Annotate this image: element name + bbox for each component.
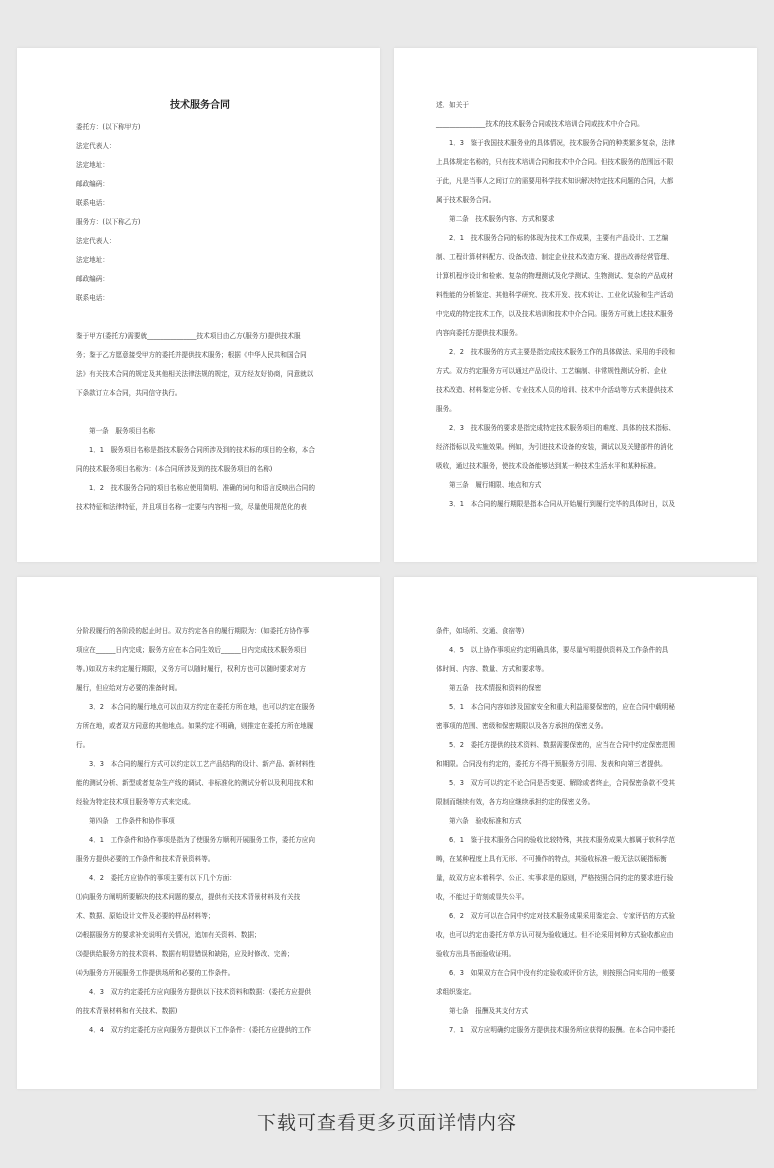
text-line: 第四条 工作条件和协作事项 [89, 817, 175, 825]
text-line: 法定代表人： [76, 142, 116, 150]
text-line: 限制而继续有效，各方均应继续承担约定的保密义务。 [436, 798, 595, 806]
text-line: 内容向委托方提供技术服务。 [436, 329, 522, 337]
text-line: 于此，凡是当事人之间订立的需要用科学技术知识解决特定技术问题的合同，大都 [436, 177, 674, 185]
text-line: 经济指标以及实施效果。例如，为引进技术设备的安装，调试以及关键部件的消化 [436, 443, 674, 451]
text-line: 邮政编码： [76, 275, 109, 283]
document-page-2 [394, 48, 757, 562]
text-line: 和期限。合同没有约定的，委托方不得干预服务方引用、发表和向第三者提供。 [436, 760, 667, 768]
text-line: 中完成的特定技术工作，以及技术培训和技术中介合同。服务方可就上述技术服务 [436, 310, 674, 318]
text-line: 收，不能过于苛刻或显失公平。 [436, 893, 529, 901]
text-line: 邮政编码： [76, 180, 109, 188]
text-line: 行。 [76, 741, 90, 749]
text-line: 4．2 委托方应协作的事项主要有以下几个方面： [89, 874, 236, 882]
text-line: 第五条 技术情报和资料的保密 [449, 684, 542, 692]
text-line: 上具体规定名称的，只有技术培训合同和技术中介合同。但技术服务的范围远不限 [436, 158, 674, 166]
text-line: 属于技术服务合同。 [436, 196, 496, 204]
text-line: 方式。双方约定服务方可以通过产品设计、工艺编制、非常规性测试分析、企业 [436, 367, 667, 375]
text-line: 2．3 技术服务的要求是指完成特定技术服务项目的难度、具体的技术指标、 [449, 424, 675, 432]
text-line: 履行，但应给对方必要的准备时间。 [76, 684, 182, 692]
text-line: 述．如关于 [436, 101, 469, 109]
text-line: 第三条 履行期限、地点和方式 [449, 481, 542, 489]
text-line: 委托方：(以下称甲方) [76, 123, 141, 131]
text-line: ⑶提供给服务方的技术资料、数据有明显错误和缺陷，应及时修改、完善； [76, 950, 294, 958]
text-line: _______________技术的技术服务合同或技术培训合同或技术中介合同。 [436, 120, 644, 128]
text-line: 体时间、内容、数量、方式和要求等。 [436, 665, 549, 673]
document-page-1 [17, 48, 380, 562]
text-line: 4．5 以上协作事项应约定明确具体，要尽量写明提供资料及工作条件的具 [449, 646, 669, 654]
text-line: 的技术背景材料和有关技术、数据) [76, 1007, 178, 1015]
text-line: 3．3 本合同的履行方式可以约定以工艺产品结构的设计、新产品、新材料性 [89, 760, 315, 768]
text-line: ⑷为服务方开展服务工作提供场所和必要的工作条件。 [76, 969, 235, 977]
document-page-4 [394, 577, 757, 1089]
text-line: 分阶段履行的各阶段的起止时日。双方约定各自的履行期限为：(如委托方协作事 [76, 627, 310, 635]
text-line: 服务。 [436, 405, 456, 413]
text-line: 6．3 如果双方在合同中没有约定验收或评价方法，则按照合同实用的一般要 [449, 969, 675, 977]
text-line: 能的测试分析、新型或者复杂生产线的调试、非标准化的测试分析以及利用技术和 [76, 779, 314, 787]
text-line: 吸收，通过技术服务，使技术设备能够达到某一种技术生活水平和某种标准。 [436, 462, 661, 470]
text-line: 6．1 鉴于技术服务合同的验收比较特殊，其技术服务成果大都属于软科学范 [449, 836, 675, 844]
text-line: 验收方出具书面验收证明。 [436, 950, 516, 958]
text-line: 联系电话： [76, 294, 109, 302]
text-line: 务；鉴于乙方愿意接受甲方的委托并提供技术服务；根据《中华人民共和国合同 [76, 351, 307, 359]
text-line: 2．2 技术服务的方式主要是指完成技术服务工作的具体做法、采用的手段和 [449, 348, 675, 356]
text-line: 7．1 双方应明确约定服务方提供技术服务所应获得的报酬。在本合同中委托 [449, 1026, 675, 1034]
text-line: 第二条 技术服务内容、方式和要求 [449, 215, 555, 223]
text-line: 第六条 验收标准和方式 [449, 817, 522, 825]
text-line: 6．2 双方可以在合同中约定对技术服务成果采用鉴定会、专家评估的方式验 [449, 912, 675, 920]
text-line: 同的技术服务项目名称为：(本合同所涉及到的技术服务项目的名称) [76, 465, 273, 473]
text-line: 技术特征和法律特征，并且项目名称一定要与内容相一致，尽量使用规范化的表 [76, 503, 307, 511]
text-line: 方所在地，或者双方同意的其他地点。如果约定不明确，则推定在委托方所在地履 [76, 722, 314, 730]
text-line: 制、工程计算材料配方、设备改造、制定企业技术改造方案、提出改善经营管理、 [436, 253, 674, 261]
text-line: 3．2 本合同的履行地点可以由双方约定在委托方所在地，也可以约定在服务 [89, 703, 315, 711]
text-line: 1．2 技术服务合同的项目名称应使用简明、准确的词句和语言反映出合同的 [89, 484, 315, 492]
text-line: 料性能的分析鉴定、其他科学研究、技术开发、技术转让、工业化试验和生产活动 [436, 291, 674, 299]
text-line: 收，也可以约定由委托方单方认可视为验收通过。但不论采用何种方式验收都应由 [436, 931, 674, 939]
text-line: 术、数据、原始设计文件及必要的样品材料等； [76, 912, 215, 920]
text-line: 1．1 服务项目名称是指技术服务合同所涉及到的技术标的项目的全称，本合 [89, 446, 315, 454]
text-line: 求组织鉴定。 [436, 988, 476, 996]
text-line: 服务方提供必要的工作条件和技术背景资料等。 [76, 855, 215, 863]
text-line: 畴，在某种程度上具有无形、不可操作的特点，其验收标准一般无法以硬指标衡 [436, 855, 667, 863]
text-line: 3．1 本合同的履行期限是指本合同从开始履行到履行完毕的具体时日，以及 [449, 500, 675, 508]
document-page-3 [17, 577, 380, 1089]
text-line: 法定地址： [76, 256, 109, 264]
text-line: 4．1 工作条件和协作事项是指为了使服务方顺利开展服务工作，委托方应向 [89, 836, 315, 844]
text-line: ⑴向服务方阐明所要解决的技术问题的要点，提供有关技术背景材料及有关技 [76, 893, 301, 901]
text-line: 鉴于甲方(委托方)需要就_______________技术项目由乙方(服务方)提供技术服 [76, 332, 301, 340]
text-line: 1．3 鉴于我国技术服务业的具体情况，技术服务合同的种类繁多复杂，法律 [449, 139, 675, 147]
text-line: 等。)如双方未约定履行期限，义务方可以随时履行，权利方也可以随时要求对方 [76, 665, 307, 673]
text-line: 2．1 技术服务合同的标的体现为技术工作成果，主要有产品设计、工艺编 [449, 234, 669, 242]
text-line: 下条款订立本合同，共同信守执行。 [76, 389, 182, 397]
text-line: 服务方：(以下称乙方) [76, 218, 141, 226]
text-line: 项应在______日内完成；服务方应在本合同生效后______日内完成技术服务项目 [76, 646, 307, 654]
text-line: 条件，如场所、交通、食宿等) [436, 627, 525, 635]
text-line: 法定代表人： [76, 237, 116, 245]
text-line: 经验为特定技术项目服务等方式来完成。 [76, 798, 195, 806]
text-line: 第七条 报酬及其支付方式 [449, 1007, 529, 1015]
text-line: 5．3 双方可以约定不论合同是否变更、解除或者终止，合同保密条款不受其 [449, 779, 675, 787]
text-line: 法》有关技术合同的规定及其他相关法律法规的规定，双方经友好协商，同意就以 [76, 370, 314, 378]
text-line: 量，故双方应本着科学、公正、实事求是的原则，严格按照合同约定的要求进行验 [436, 874, 674, 882]
text-line: 技术改造、材料鉴定分析、专业技术人员的培训、技术中介活动等方式来提供技术 [436, 386, 674, 394]
text-line: 密事项的范围、密级和保密期限以及各方承担的保密义务。 [436, 722, 608, 730]
text-line: 第一条 服务项目名称 [89, 427, 155, 435]
download-more-caption: 下载可查看更多页面详情内容 [256, 1112, 517, 1134]
text-line: 法定地址： [76, 161, 109, 169]
contract-title: 技术服务合同 [170, 100, 230, 111]
text-line: ⑵根据服务方的要求补充说明有关情况，追加有关资料、数据； [76, 931, 261, 939]
text-line: 计算机程序设计和检索、复杂的物理测试及化学测试、生物测试、复杂的产品成材 [436, 272, 674, 280]
text-line: 5．1 本合同内容如涉及国家安全和重大利益需要保密的，应在合同中载明秘 [449, 703, 675, 711]
text-line: 4．4 双方约定委托方应向服务方提供以下工作条件：(委托方应提供的工作 [89, 1026, 311, 1034]
text-line: 联系电话： [76, 199, 109, 207]
text-line: 5．2 委托方提供的技术资料、数据需要保密的，应当在合同中约定保密范围 [449, 741, 675, 749]
text-line: 4．3 双方约定委托方应向服务方提供以下技术资料和数据：(委托方应提供 [89, 988, 311, 996]
